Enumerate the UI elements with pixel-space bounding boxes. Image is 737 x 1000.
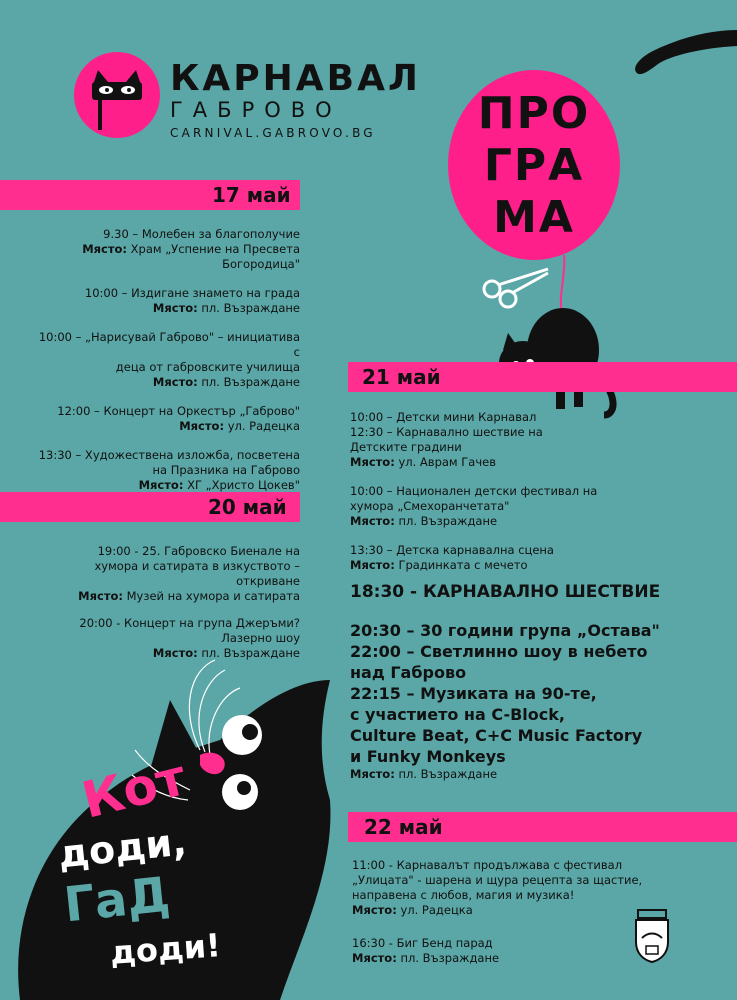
cat-face-icon bbox=[74, 52, 160, 138]
cat-paw-icon bbox=[610, 10, 737, 80]
logo-badge bbox=[74, 52, 160, 138]
event-item: 10:00 – Издигане знамето на града Място: пл. Възраждане bbox=[84, 286, 300, 315]
date-label: 20 май bbox=[208, 495, 287, 519]
program-title-line-3: МА bbox=[493, 192, 575, 243]
program-title bbox=[448, 88, 620, 244]
day-21-events bbox=[350, 410, 720, 573]
evening-line: 20:30 – 30 години група „Остава" bbox=[350, 621, 660, 640]
evening-place: Място: пл. Възраждане bbox=[350, 767, 498, 781]
evening-program bbox=[350, 620, 730, 782]
date-label: 22 май bbox=[364, 815, 443, 839]
event-item: 10:00 – „Нарисувай Габрово" – инициатива с деца от габровските училища Място: пл. Възраждане bbox=[38, 330, 300, 389]
evening-line: с участието на C-Block, bbox=[350, 705, 565, 724]
event-item: 20:00 - Концерт на група Джеръми? Лазерно шоу Място: пл. Възраждане bbox=[79, 616, 300, 660]
logo-subtitle: ГАБРОВО bbox=[170, 98, 342, 122]
evening-line: над Габрово bbox=[350, 663, 467, 682]
day-17-events bbox=[30, 227, 300, 493]
evening-line: 22:00 – Светлинно шоу в небето bbox=[350, 642, 648, 661]
main-parade-headline: 18:30 - КАРНАВАЛНО ШЕСТВИЕ bbox=[350, 582, 661, 602]
program-title-line-2: ГРА bbox=[483, 140, 585, 191]
event-item: 19:00 - 25. Габровско Биенале на хумора и сатирата в изкуството – откриване Място: Музей на хумора и сатирата bbox=[78, 544, 300, 603]
hanging-cat-icon bbox=[478, 255, 628, 420]
evening-line: Culture Beat, C+C Music Factory bbox=[350, 726, 643, 745]
scissors-icon bbox=[484, 269, 548, 307]
event-item: 9.30 – Молебен за благополучие Място: Храм „Успение на Пресвета Богородица" bbox=[82, 227, 300, 271]
evening-line: и Funky Monkeys bbox=[350, 747, 506, 766]
slogan-word-3: ГаД bbox=[61, 866, 173, 934]
evening-line: 22:15 – Музиката на 90-те, bbox=[350, 684, 597, 703]
logo-url: CARNIVAL.GABROVO.BG bbox=[170, 126, 376, 140]
coat-of-arms-icon bbox=[632, 908, 672, 964]
event-item: 13:30 – Художествена изложба, посветена на Празника на Габрово Място: ХГ „Христо Цокев" bbox=[38, 448, 300, 492]
date-band-17-may bbox=[0, 180, 300, 210]
date-label: 17 май bbox=[212, 183, 291, 207]
slogan-word-4: доди! bbox=[108, 926, 222, 972]
event-item: 16:30 - Биг Бенд парад Място: пл. Възраждане bbox=[352, 936, 500, 965]
event-item: 13:30 – Детска карнавална сцена Място: Градинката с мечето bbox=[350, 543, 554, 572]
slogan-word-1: Кот bbox=[76, 748, 192, 830]
date-band-20-may bbox=[0, 492, 300, 522]
program-title-line-1: ПРО bbox=[477, 88, 591, 139]
slogan-word-2: доди, bbox=[56, 819, 189, 877]
date-band-21-may bbox=[348, 362, 737, 392]
event-item: 11:00 - Карнавалът продължава с фестивал „Улицата" - шарена и щура рецепта за щастие, направена с любов, магия и музика! Място: ул. Радецка bbox=[352, 858, 643, 917]
event-item: 10:00 – Национален детски фестивал на хумора „Смехоранчетата" Място: пл. Възраждане bbox=[350, 484, 598, 528]
logo-title: КАРНАВАЛ bbox=[170, 58, 421, 99]
date-label: 21 май bbox=[362, 365, 441, 389]
event-item: 12:00 – Концерт на Оркестър „Габрово" Място: ул. Радецка bbox=[57, 404, 300, 433]
date-band-22-may bbox=[348, 812, 737, 842]
event-item: 10:00 – Детски мини Карнавал 12:30 – Карнавално шествие на Детските градини Място: ул. Аврам Гачев bbox=[350, 410, 543, 469]
